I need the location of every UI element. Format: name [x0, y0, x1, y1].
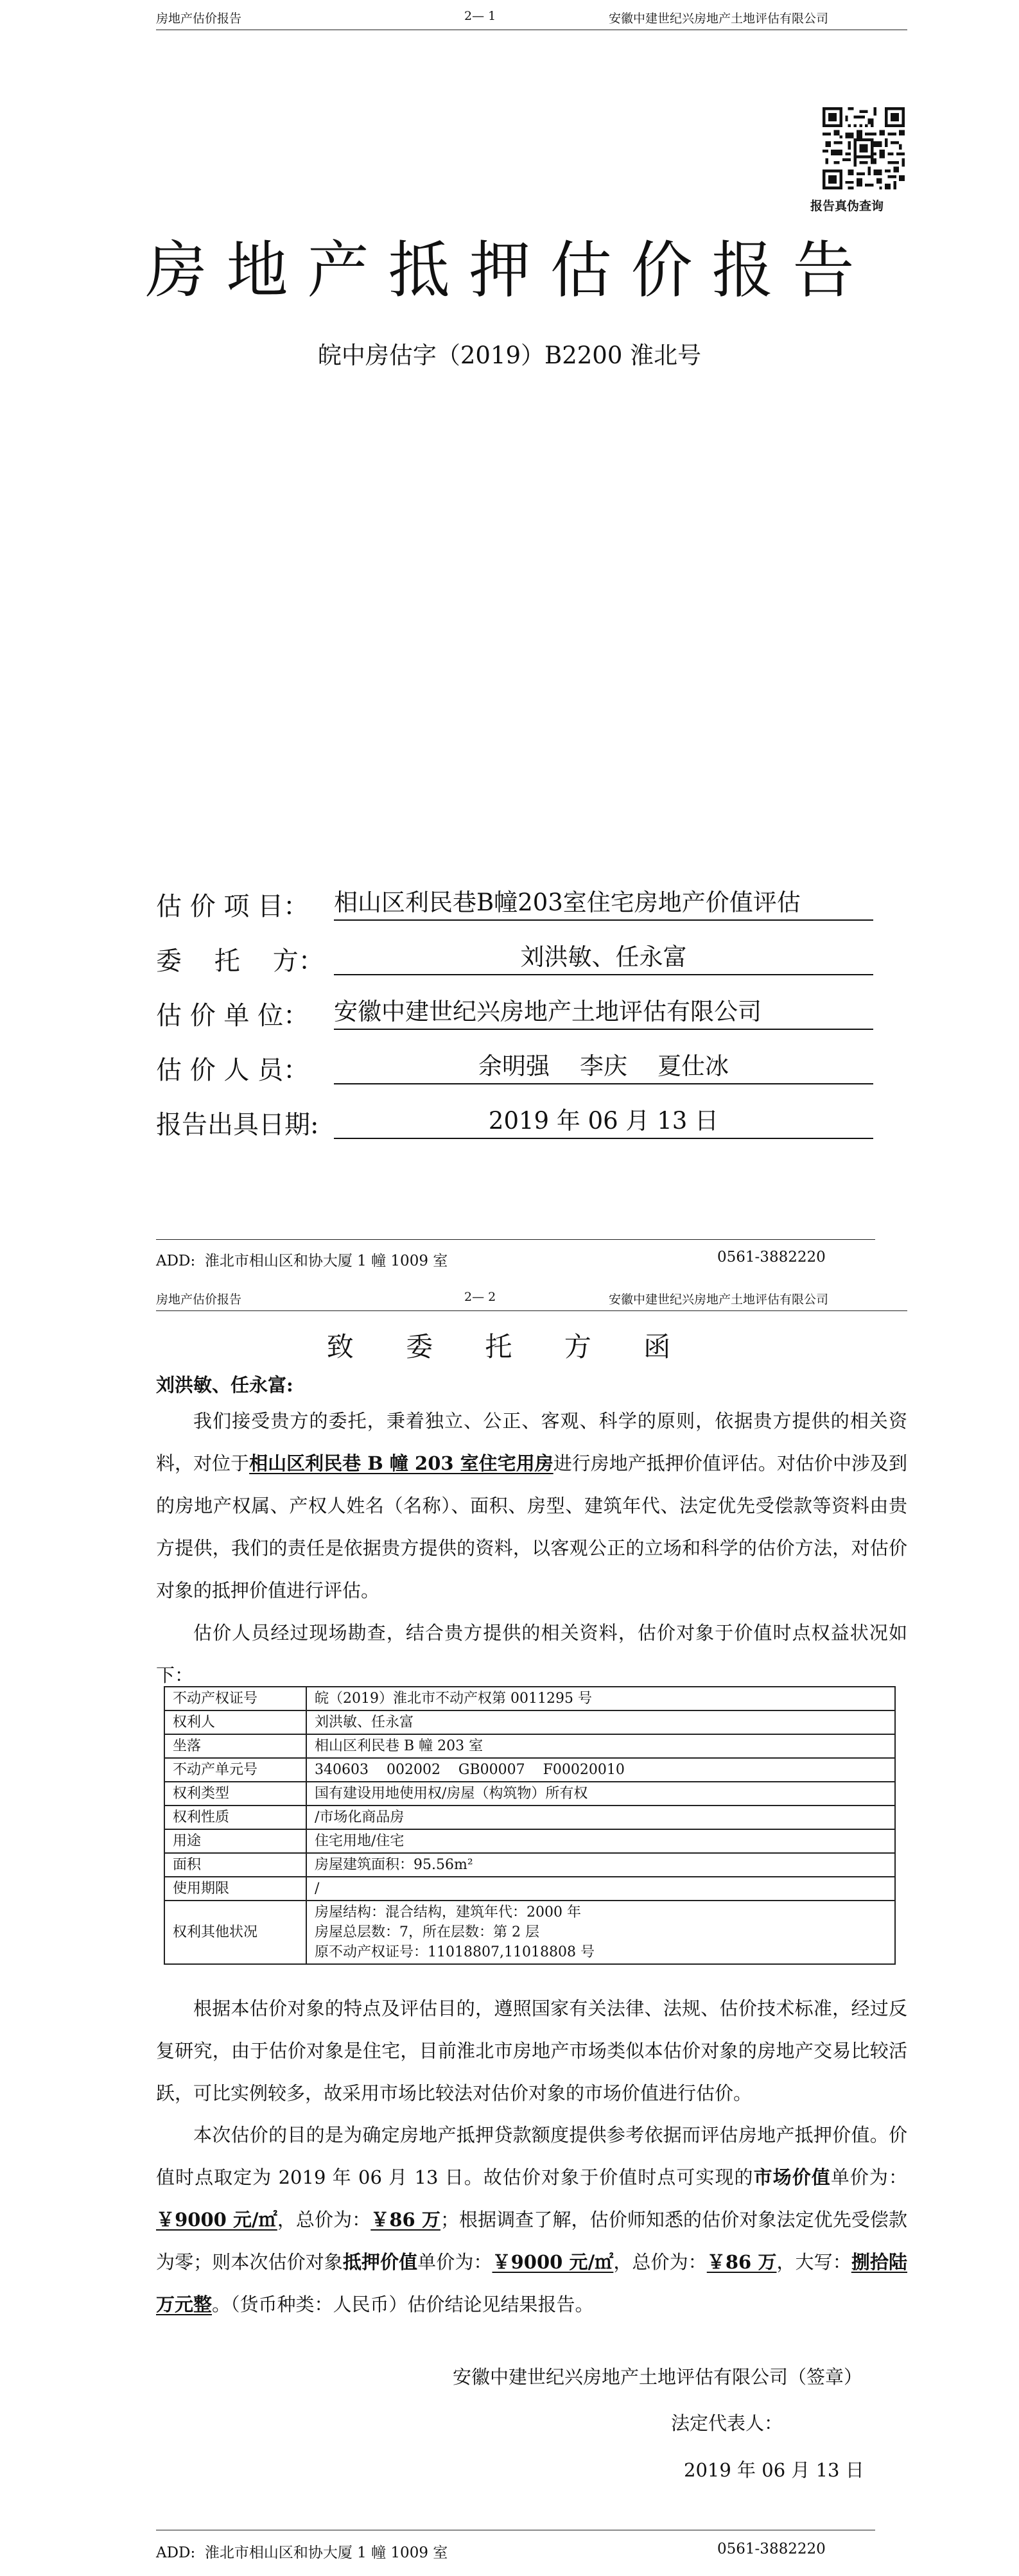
footer-address: ADD: 淮北市相山区和协大厦 1 幢 1009 室 [156, 1253, 448, 1269]
table-value-line: 相山区利民巷 B 幢 203 室 [315, 1738, 483, 1754]
table-row [164, 1806, 895, 1829]
table-value-cell [306, 1877, 895, 1901]
report-number: 皖中房估字（2019）B2200 淮北号 [317, 342, 702, 369]
table-value-line: 340603 002002 GB00007 F00020010 [315, 1762, 625, 1778]
value-appraiser-unit: 安徽中建世纪兴房地产土地评估有限公司 [334, 995, 873, 1030]
letter-title: 致 委 托 方 函 [326, 1331, 693, 1362]
table-row [164, 1758, 895, 1782]
signature-company: 安徽中建世纪兴房地产土地评估有限公司（签章） [453, 2366, 863, 2388]
table-row [164, 1901, 895, 1964]
table-value-cell [306, 1901, 895, 1964]
table-key-cell: 使用期限 [164, 1877, 306, 1901]
table-row [164, 1687, 895, 1710]
label-appraiser-unit: 估 价 单 位： [156, 1001, 309, 1031]
table-value-line: 房屋建筑面积：95.56m² [315, 1857, 473, 1873]
table-value-cell [306, 1806, 895, 1829]
table-value-line: 原不动产权证号：11018807,11018808 号 [315, 1944, 595, 1960]
report-title: 房地产抵押估价报告 [145, 234, 874, 306]
qr-caption: 报告真伪查询 [810, 199, 884, 213]
letter-paragraph-1: 我们接受贵方的委托，秉着独立、公正、客观、科学的原则，依据贵方提供的相关资料，对位于相山区利民巷 B 幢 203 室住宅用房进行房地产抵押价值评估。对估价中涉及到的房地产权属、产权人姓名（名称）、面积、房型、建筑年代、法定优先受偿款等资料由贵方提供，我们的责任是依据贵方提供的资料，以客观公正的立场和科学的估价方法，对估价对象的抵押价值进行评估。 [156, 1410, 907, 1601]
table-key-cell: 权利性质 [164, 1806, 306, 1829]
value-project: 相山区利民巷B幢203室住宅房地产价值评估 [334, 886, 873, 921]
table-row [164, 1853, 895, 1877]
table-key-cell: 权利类型 [164, 1782, 306, 1806]
table-value-line: 刘洪敏、任永富 [315, 1714, 414, 1730]
header-right: 安徽中建世纪兴房地产土地评估有限公司 [609, 12, 829, 26]
table-value-cell [306, 1758, 895, 1782]
table-value-cell [306, 1853, 895, 1877]
table-row [164, 1782, 895, 1806]
table-value-cell [306, 1710, 895, 1734]
header-left: 房地产估价报告 [156, 1292, 242, 1307]
value-appraisers: 余明强 李庆 夏仕冰 [334, 1050, 873, 1084]
table-value-line: 国有建设用地使用权/房屋（构筑物）所有权 [315, 1786, 588, 1802]
letter-salutation: 刘洪敏、任永富: [156, 1374, 293, 1396]
table-key-cell: 不动产单元号 [164, 1758, 306, 1782]
property-rights-table [164, 1686, 896, 1965]
header-right: 安徽中建世纪兴房地产土地评估有限公司 [609, 1292, 829, 1307]
footer-phone: 0561-3882220 [717, 1249, 826, 1266]
header-page-number: 2— 1 [464, 9, 496, 23]
table-row [164, 1877, 895, 1901]
table-value-cell [306, 1782, 895, 1806]
table-value-line: 皖（2019）淮北市不动产权第 0011295 号 [315, 1691, 592, 1707]
header-page-number: 2— 2 [464, 1290, 496, 1304]
table-row [164, 1829, 895, 1853]
table-key-cell: 用途 [164, 1829, 306, 1853]
table-value-cell [306, 1734, 895, 1758]
label-client: 委 托 方： [156, 946, 324, 976]
footer-address: ADD: 淮北市相山区和协大厦 1 幢 1009 室 [156, 2545, 448, 2561]
footer-phone: 0561-3882220 [717, 2541, 826, 2557]
value-report-date: 2019 年 06 月 13 日 [334, 1104, 873, 1139]
letter-paragraph-2: 估价人员经过现场勘查，结合贵方提供的相关资料，估价对象于价值时点权益状况如下： [156, 1622, 907, 1686]
table-row [164, 1734, 895, 1758]
header-left: 房地产估价报告 [156, 12, 242, 26]
table-value-line: 房屋结构：混合结构，建筑年代：2000 年 [315, 1904, 581, 1920]
qr-code-icon [820, 105, 907, 192]
table-value-line: / [315, 1881, 320, 1897]
table-value-line: 房屋总层数：7，所在层数：第 2 层 [315, 1924, 539, 1940]
table-key-cell: 权利其他状况 [164, 1901, 306, 1964]
footer-rule [156, 1239, 875, 1240]
table-value-line: 住宅用地/住宅 [315, 1833, 405, 1849]
value-client: 刘洪敏、任永富 [334, 941, 873, 975]
table-key-cell: 面积 [164, 1853, 306, 1877]
table-value-cell [306, 1687, 895, 1710]
table-value-cell [306, 1829, 895, 1853]
table-row [164, 1710, 895, 1734]
label-project: 估 价 项 目： [156, 892, 309, 921]
table-key-cell: 不动产权证号 [164, 1687, 306, 1710]
table-key-cell: 权利人 [164, 1710, 306, 1734]
table-value-line: /市场化商品房 [315, 1809, 405, 1825]
header-rule [156, 1310, 907, 1311]
label-appraisers: 估 价 人 员： [156, 1056, 309, 1085]
signature-date: 2019 年 06 月 13 日 [684, 2459, 864, 2481]
signature-representative: 法定代表人： [671, 2412, 783, 2434]
label-report-date: 报告出具日期: [156, 1110, 319, 1140]
letter-paragraph-4: 本次估价的目的是为确定房地产抵押贷款额度提供参考依据而评估房地产抵押价值。价值时点取定为 2019 年 06 月 13 日。故估价对象于价值时点可实现的市场价值单价为：￥9000 元/㎡，总价为：￥86 万；根据调查了解，估价师知悉的估价对象法定优先受偿款为零；则本次估价对象抵押价值单价为：￥9000 元/㎡，总价为：￥86 万，大写：捌拾陆万元整。（货币种类：人民币）估价结论见结果报告。 [156, 2124, 907, 2315]
letter-paragraph-3: 根据本估价对象的特点及评估目的，遵照国家有关法律、法规、估价技术标准，经过反复研究，由于估价对象是住宅，目前淮北市房地产市场类似本估价对象的房地产交易比较活跃，可比实例较多，故采用市场比较法对估价对象的市场价值进行估价。 [156, 1997, 907, 2104]
table-key-cell: 坐落 [164, 1734, 306, 1758]
